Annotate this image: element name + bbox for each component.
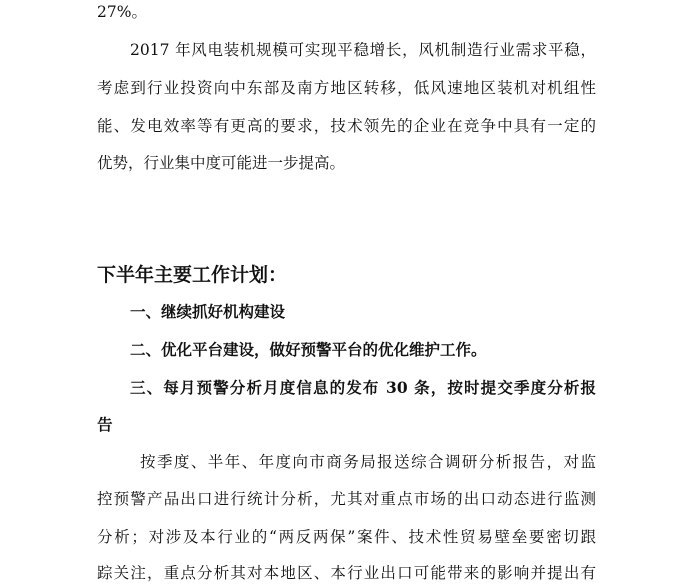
plan-item-1: 一、继续抓好机构建设 <box>130 302 286 321</box>
plan-item-2: 二、优化平台建设，做好预警平台的优化维护工作。 <box>130 340 487 359</box>
paragraph-line: 优势，行业集中度可能进一步提高。 <box>97 154 346 172</box>
plan-item-3-line: 三、每月预警分析月度信息的发布 30 条，按时提交季度分析报 <box>130 378 596 397</box>
paragraph-line: 考虑到行业投资向中东部及南方地区转移，低风速地区装机对机组性 <box>97 79 596 97</box>
previous-paragraph-tail: 27%。 <box>97 3 147 21</box>
paragraph-line: 能、发电效率等有更高的要求，技术领先的企业在竞争中具有一定的 <box>97 117 596 135</box>
plan-item-3-line: 告 <box>97 415 113 434</box>
section-heading: 下半年主要工作计划： <box>97 264 288 286</box>
paragraph-line: 踪关注，重点分析其对本地区、本行业出口可能带来的影响并提出有 <box>97 564 596 582</box>
paragraph-line: 分析；对涉及本行业的“两反两保”案件、技术性贸易壁垒要密切跟 <box>97 528 596 546</box>
paragraph-line: 按季度、半年、年度向市商务局报送综合调研分析报告，对监 <box>140 453 596 471</box>
paragraph-line: 2017 年风电装机规模可实现平稳增长，风机制造行业需求平稳， <box>130 41 596 59</box>
paragraph-line: 控预警产品出口进行统计分析，尤其对重点市场的出口动态进行监测 <box>97 490 596 508</box>
